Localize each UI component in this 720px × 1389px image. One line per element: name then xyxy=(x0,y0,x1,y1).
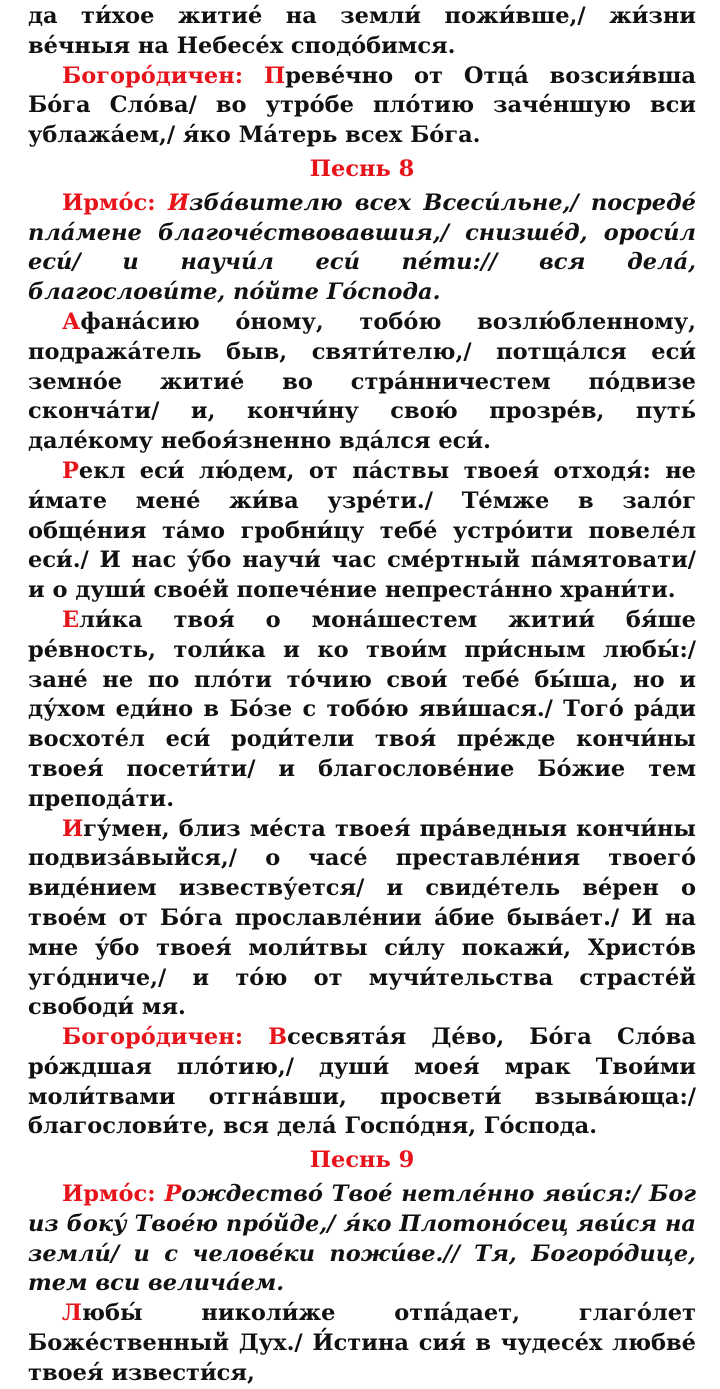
rubric-text: Е xyxy=(62,606,80,633)
body-text: юбы́ николи́же отпа́дает, глаго́лет Боже́ственный Дух./ И́стина сия́ в чудесе́х любве́ твоея́ извести́ся, xyxy=(28,1300,696,1386)
body-text: да ти́хое житие́ на земли́ пожи́вше,/ жи́зни ве́чныя на Небесе́х сподо́бимся. xyxy=(28,3,696,59)
body-text: фана́сию о́ному, тобо́ю возлю́бленному, подража́тель быв, святи́телю,/ потща́лся еси́ земно́е житие́ во стра́нничестем по́двизе сконча́ти/ и, кончи́ну свою́ прозре́в, путь́ дале́кому небоя́зненно вда́лся еси́. xyxy=(28,308,696,455)
text-paragraph xyxy=(28,1299,696,1388)
text-paragraph xyxy=(28,815,696,1024)
rubric-text: В xyxy=(268,1024,288,1051)
rubric-text: Р xyxy=(62,457,79,484)
body-text: ождество́ Твое́ нетле́нно яви́ся:/ Бог из боку́ Твое́ю про́йде,/ я́ко Плотоно́сец яви́ся на земли́/ и с челове́ки пожи́ве.// Тя, Богоро́дице, тем вси велича́ем. xyxy=(28,1181,696,1297)
text-paragraph xyxy=(28,1023,696,1142)
body-text: зба́вителю всех Всеси́льне,/ посреде́ пла́мене благоче́ствовавшия,/ снизше́д, ороси́л еси́/ и научи́л еси́ пе́ти:// вся дела́, благослови́те, по́йте Го́спода. xyxy=(28,189,696,306)
rubric-text: И xyxy=(62,815,84,842)
body-text: реве́чно от Отца́ возсия́вша Бо́га Сло́ва/ во утро́бе пло́тию заче́ншую вси ублажа́ем,/ я́ко Ма́терь всех Бо́га. xyxy=(28,62,696,149)
text-paragraph xyxy=(28,1180,696,1299)
body-text: екл еси́ лю́дем, от па́ствы твоея́ отходя́: не и́мате мене́ жи́ва узре́ти./ Те́мже в зало́г обще́ния та́мо гробни́цу тебе́ устро́ити повеле́л еси́./ И нас у́бо научи́ час сме́ртный па́мятовати/ и о души́ свое́й попече́ние непреста́нно храни́ти. xyxy=(28,457,696,604)
rubric-text: Ирмо́с: xyxy=(62,1181,165,1208)
ode-heading: Песнь 8 xyxy=(309,155,415,182)
body-text: сесвята́я Де́во, Бо́га Сло́ва ро́ждшая пло́тию,/ души́ моея́ мрак Твои́ми моли́твами отгна́вши, просвети́ взыва́ющa:/ благослови́те, вся дела́ Госпо́дня, Го́спода. xyxy=(28,1024,696,1140)
text-paragraph xyxy=(28,62,696,151)
body-text: ли́ка твоя́ о мона́шестем житии́ бя́ше ре́вность, толи́ка и ко твои́м при́сным любы́:/ зане́ не по пло́ти то́чию свои́ тебе́ бы́ша, но и ду́хом еди́но в Бо́зе с тобо́ю яви́шася./ Того́ ра́ди восхоте́л еси́ роди́тели твоя́ пре́жде кончи́ны твоея́ посети́ти/ и благослове́ние Бо́жие тем препода́ти. xyxy=(28,606,696,812)
rubric-text: Л xyxy=(62,1300,82,1327)
body-text: гу́мен, близ ме́ста твоея́ пра́ведныя кончи́ны подвиза́выйся,/ о часе́ преставле́ния твоего́ виде́нием известву́ется/ и свиде́тель ве́рен о твое́м от Бо́га прославле́нии а́бие быва́ет./ И на мне у́бо твоея́ моли́твы си́лу покажи́, Христо́в уго́дниче,/ и то́ю от мучи́тельства страсте́й свободи́ мя. xyxy=(28,815,696,1021)
text-paragraph xyxy=(28,189,696,308)
rubric-text: Р xyxy=(164,1181,182,1208)
text-paragraph xyxy=(28,457,696,606)
ode-heading: Песнь 9 xyxy=(309,1147,415,1174)
text-paragraph xyxy=(28,606,696,815)
rubric-text: А xyxy=(62,308,81,335)
text-paragraph xyxy=(28,2,696,62)
text-paragraph xyxy=(28,308,696,457)
rubric-text: П xyxy=(263,62,286,89)
rubric-text: Богоро́дичен: xyxy=(62,62,264,89)
rubric-text: Богоро́дичен: xyxy=(62,1024,269,1051)
rubric-text: И xyxy=(167,189,190,216)
rubric-text: Ирмо́с: xyxy=(62,189,168,216)
